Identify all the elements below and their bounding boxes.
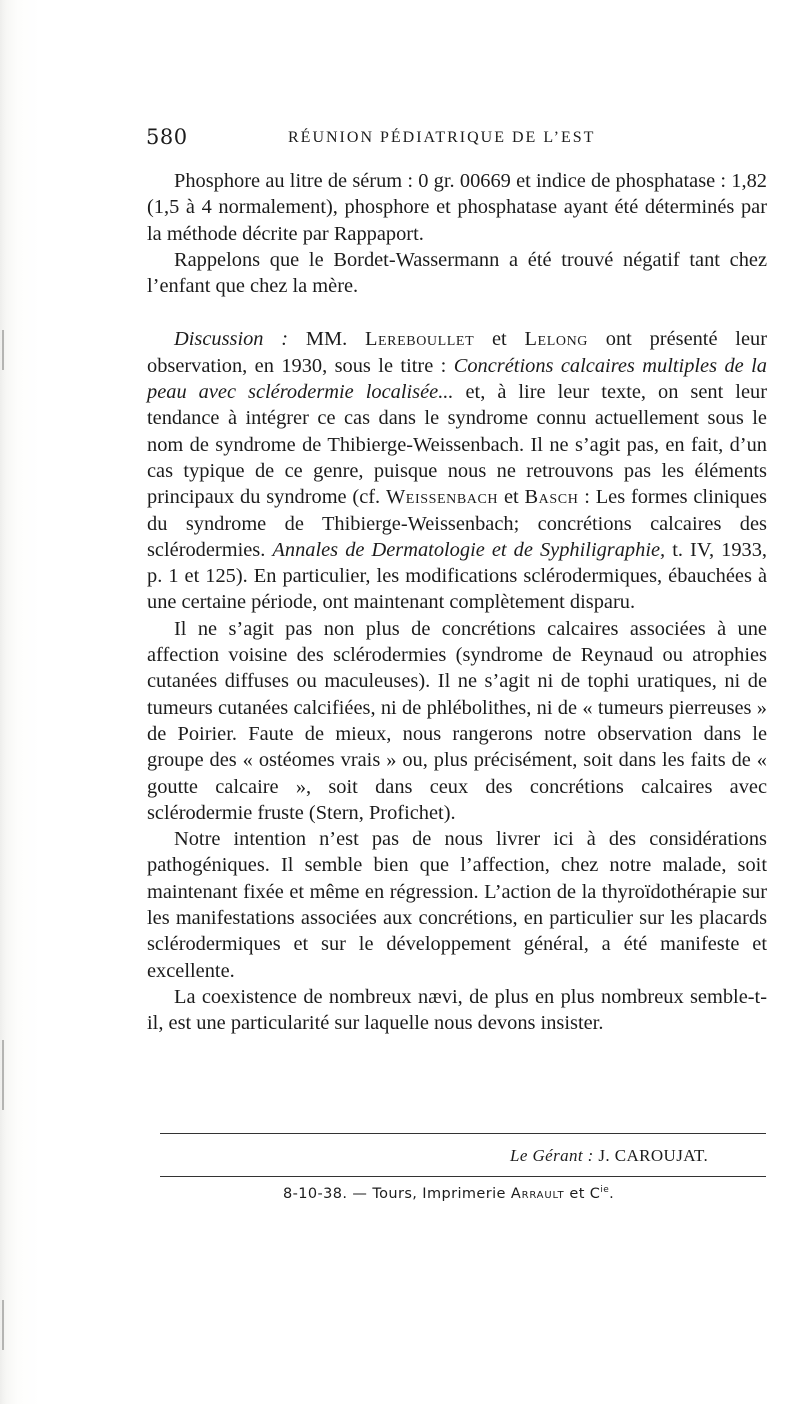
paragraph — [147, 168, 767, 247]
text-segment: La coexistence de nombreux nævi, de plus en plus nombreux semble-t-il, est une particularité sur laquelle nous devons insister. — [147, 985, 767, 1035]
text-segment: Il ne s’agit pas non plus de concrétions calcaires associées à une affection voisine des sclérodermies (syndrome de Reynaud ou atrophies cutanées diffuses ou maculeuses). Il ne s’agit ni de tophi uratiques, ni de tumeurs cutanées calcifiées, ni de phlébolithes, ni de « tumeurs pierreuses » de Poirier. Faute de mieux, nous rangerons notre observation dans le groupe des « ostéomes vrais » ou, plus précisément, soit dans les faits de « goutte calcaire », soit dans ceux des concrétions calcaires avec sclérodermie fruste (Stern, Profichet). — [147, 617, 767, 824]
text-segment: et — [474, 328, 525, 351]
paragraph — [147, 826, 767, 984]
signature-line — [510, 1146, 708, 1166]
printer-suffix: et C — [564, 1185, 601, 1202]
author-name: Weissenbach — [385, 486, 499, 509]
text-segment: MM. — [288, 328, 365, 351]
text-segment: Rappelons que le Bordet-Wassermann a été trouvé négatif tant chez l’enfant que chez la mère. — [147, 248, 767, 298]
text-segment: ont présenté leur observation, en 1930, sous le titre : — [147, 328, 767, 377]
body-text — [147, 168, 767, 1037]
horizontal-rule — [160, 1176, 766, 1177]
printer-superscript: ie — [600, 1185, 610, 1195]
printer-imprint — [283, 1185, 614, 1202]
paragraph — [147, 984, 767, 1037]
text-segment: Phosphore au litre de sérum : 0 gr. 00669 et indice de phosphatase : 1,82 (1,5 à 4 normalement), phosphore et phosphatase ayant été déterminés par la méthode décrite par Rappaport. — [147, 170, 767, 245]
running-header — [146, 125, 766, 157]
text-segment: Notre intention n’est pas de nous livrer ici à des considérations pathogéniques. Il semble bien que l’affection, chez notre malade, soit maintenant fixée et même en régression. L’action de la thyroïdothérapie sur les manifestations associées aux concrétions, en particulier sur les placards sclérodermiques et sur le développement général, a été manifeste et excellente. — [147, 828, 767, 982]
italic-text: Annales de Dermatologie et de Syphiligraphie, — [272, 538, 666, 561]
text-segment: t. IV, 1933, p. 1 et 125). En particulier, les modifications sclérodermiques, ébauchées à une certaine période, ont maintenant complètement disparu. — [147, 538, 768, 614]
paragraph — [147, 616, 767, 826]
italic-text: Concrétions calcaires multiples de la peau avec sclérodermie localisée... — [147, 354, 767, 404]
page-edge-mark — [2, 1040, 4, 1110]
author-name: Lelong — [524, 328, 588, 351]
printer-end: . — [609, 1185, 615, 1202]
printer-date: 8-10-38. — Tours, Imprimerie — [283, 1185, 511, 1202]
signature-label: Le Gérant : — [510, 1146, 594, 1165]
horizontal-rule — [160, 1133, 766, 1134]
page-edge-mark — [2, 330, 4, 370]
text-segment: : Les formes cliniques du syndrome de Thibierge-Weissenbach; concrétions calcaires des sclérodermies. — [147, 486, 767, 561]
running-title: RÉUNION PÉDIATRIQUE DE L’EST — [288, 129, 596, 146]
text-segment: et, à lire leur texte, on sent leur tendance à intégrer ce cas dans le syndrome connu actuellement sous le nom de syndrome de Thibierge-Weissenbach. Il ne s’agit pas, en fait, d’un cas typique de ce genre, puisque nous ne retrouvons pas les éléments principaux du syndrome (cf. — [147, 381, 767, 509]
italic-text: Discussion : — [174, 328, 289, 351]
text-segment: et — [498, 486, 525, 509]
paragraph — [147, 326, 767, 615]
page-number: 580 — [146, 125, 188, 149]
author-name: Basch — [524, 486, 579, 509]
author-name: Lereboullet — [364, 328, 475, 351]
signature-name: J. CAROUJAT. — [593, 1146, 709, 1165]
paragraph — [147, 247, 767, 300]
page-edge-mark — [2, 1300, 4, 1350]
printer-name: Arrault — [510, 1185, 565, 1202]
